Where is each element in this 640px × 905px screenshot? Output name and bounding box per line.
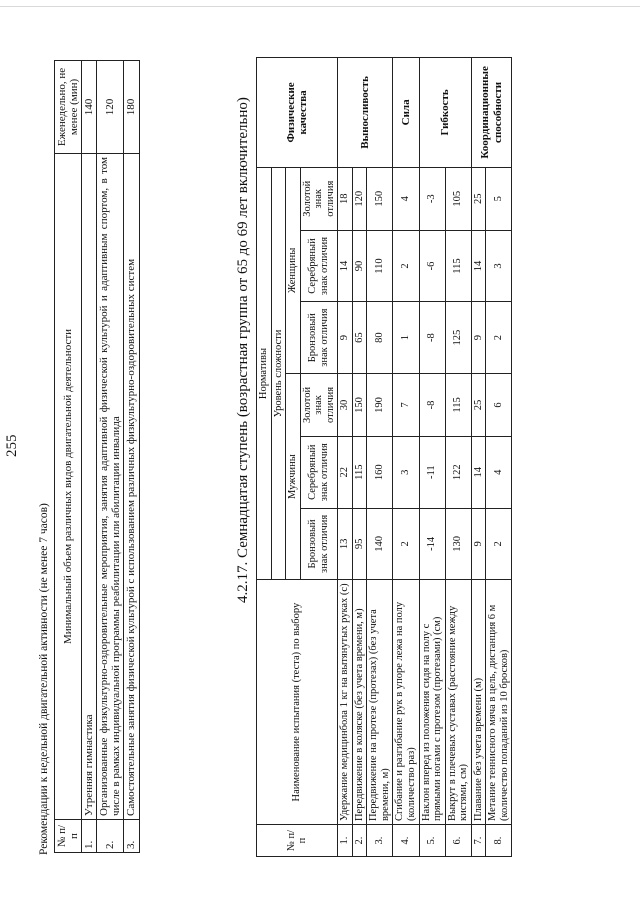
women-gold-value: 4 [393,167,419,230]
row-num: 3. [124,820,139,853]
row-test-name: Сгибание и разгибание рук в упоре лежа на полу (количество раз) [393,580,419,825]
row-num: 2. [352,825,367,857]
row-num: 1. [338,825,353,857]
header-men-gold: Золотой знак отличия [300,374,338,437]
women-gold-value: 120 [352,167,367,230]
table-row [471,58,486,857]
men-bronze-value: 13 [338,508,353,580]
row-test-name: Плавание без учета времени (м) [471,580,486,825]
row-test-name: Наклон вперед из положения сидя на полу с прямыми ногами с протезом (протезами) (см) [419,580,445,825]
women-bronze-value: 65 [352,302,367,374]
row-num: 2. [97,820,124,853]
quality-coordination: Координационные способности [471,58,512,168]
men-silver-value: 122 [445,436,471,508]
table-row [445,58,471,857]
men-bronze-value: 140 [367,508,393,580]
table-row [419,58,445,857]
men-gold-value: 30 [338,374,353,437]
header-men-silver: Серебряный знак отличия [300,436,338,508]
table-row [393,58,419,857]
quality-flexibility: Гибкость [419,58,471,168]
page-edge-line [0,6,640,7]
women-gold-value: 150 [367,167,393,230]
header-physical-qualities: Физические качества [257,58,338,168]
header-women-gold: Золотой знак отличия [300,167,338,230]
men-bronze-value: -14 [419,508,445,580]
table-row [367,58,393,857]
men-silver-value: 22 [338,436,353,508]
row-minutes: 120 [97,61,124,154]
header-num: № п/п [55,820,82,853]
header-women-bronze: Бронзовый знак отличия [300,302,338,374]
table-header-row [257,58,272,857]
women-gold-value: 105 [445,167,471,230]
men-gold-value: 6 [486,374,512,437]
quality-strength: Сила [393,58,419,168]
table-header-row [55,61,82,853]
page-number: 255 [4,434,20,457]
header-normatives: Нормативы [257,167,272,579]
row-test-name: Удержание медицинбола 1 кг на вытянутых руках (с) [338,580,353,825]
table-row [352,58,367,857]
norms-table [256,57,512,857]
table-row [486,58,512,857]
row-num: 3. [367,825,393,857]
row-num: 1. [82,820,97,853]
women-bronze-value: 80 [367,302,393,374]
men-silver-value: 3 [393,436,419,508]
men-bronze-value: 95 [352,508,367,580]
women-gold-value: 18 [338,167,353,230]
women-silver-value: 2 [393,230,419,302]
header-difficulty: Уровень сложности [271,167,286,579]
men-silver-value: 160 [367,436,393,508]
quality-endurance: Выносливость [338,58,393,168]
header-men: Мужчины [286,374,301,580]
women-bronze-value: 2 [486,302,512,374]
men-gold-value: 190 [367,374,393,437]
men-gold-value: 115 [445,374,471,437]
row-num: 8. [486,825,512,857]
men-silver-value: -11 [419,436,445,508]
women-silver-value: -6 [419,230,445,302]
header-test-name: Наименование испытания (теста) по выбору [257,580,338,825]
women-gold-value: 25 [471,167,486,230]
men-gold-value: 7 [393,374,419,437]
row-test-name: Метание теннисного мяча в цель, дистанция 6 м (количество попаданий из 10 бросков) [486,580,512,825]
table-row [124,61,139,853]
row-num: 5. [419,825,445,857]
men-gold-value: 150 [352,374,367,437]
women-gold-value: 5 [486,167,512,230]
women-bronze-value: 125 [445,302,471,374]
row-activity: Утренняя гимнастика [82,154,97,820]
recommendations-table [54,60,140,853]
men-bronze-value: 2 [486,508,512,580]
women-bronze-value: -8 [419,302,445,374]
header-men-bronze: Бронзовый знак отличия [300,508,338,580]
row-activity: Самостоятельные занятия физической культурой с использованием различных физкультурно-оздоровительных систем [124,154,139,820]
men-bronze-value: 9 [471,508,486,580]
table-row [82,61,97,853]
row-minutes: 140 [82,61,97,154]
men-gold-value: -8 [419,374,445,437]
table-row [338,58,353,857]
row-num: 6. [445,825,471,857]
women-bronze-value: 9 [471,302,486,374]
men-bronze-value: 2 [393,508,419,580]
women-silver-value: 14 [471,230,486,302]
men-gold-value: 25 [471,374,486,437]
women-silver-value: 115 [445,230,471,302]
header-women-silver: Серебряный знак отличия [300,230,338,302]
header-women: Женщины [286,167,301,373]
recommendations-caption: Рекомендации к недельной двигательной активности (не менее 7 часов) [38,503,50,855]
row-test-name: Передвижение на протезе (протезах) (без учета времени, м) [367,580,393,825]
women-silver-value: 110 [367,230,393,302]
row-num: 4. [393,825,419,857]
women-bronze-value: 1 [393,302,419,374]
row-test-name: Выкрут в плечевых суставах (расстояние между кистями, см) [445,580,471,825]
header-activity: Минимальный объем различных видов двигательной деятельности [55,154,82,820]
row-minutes: 180 [124,61,139,154]
men-silver-value: 14 [471,436,486,508]
row-num: 7. [471,825,486,857]
women-gold-value: -3 [419,167,445,230]
row-activity: Организованные физкультурно-оздоровительные мероприятия, занятия адаптивной физической культурой и адаптивным спортом, в том числе в рамках индивидуальной программы реабилитации или абилитации инвалида [97,154,124,820]
women-silver-value: 3 [486,230,512,302]
table-row [97,61,124,853]
men-bronze-value: 130 [445,508,471,580]
women-bronze-value: 9 [338,302,353,374]
header-weekly: Еженедельно, не менее (мин) [55,61,82,154]
women-silver-value: 14 [338,230,353,302]
header-num: № п/п [257,825,338,857]
men-silver-value: 115 [352,436,367,508]
men-silver-value: 4 [486,436,512,508]
stage-title: 4.2.17. Семнадцатая ступень (возрастная группа от 65 до 69 лет включительно) [235,97,251,603]
women-silver-value: 90 [352,230,367,302]
row-test-name: Передвижение в коляске (без учета времени, м) [352,580,367,825]
